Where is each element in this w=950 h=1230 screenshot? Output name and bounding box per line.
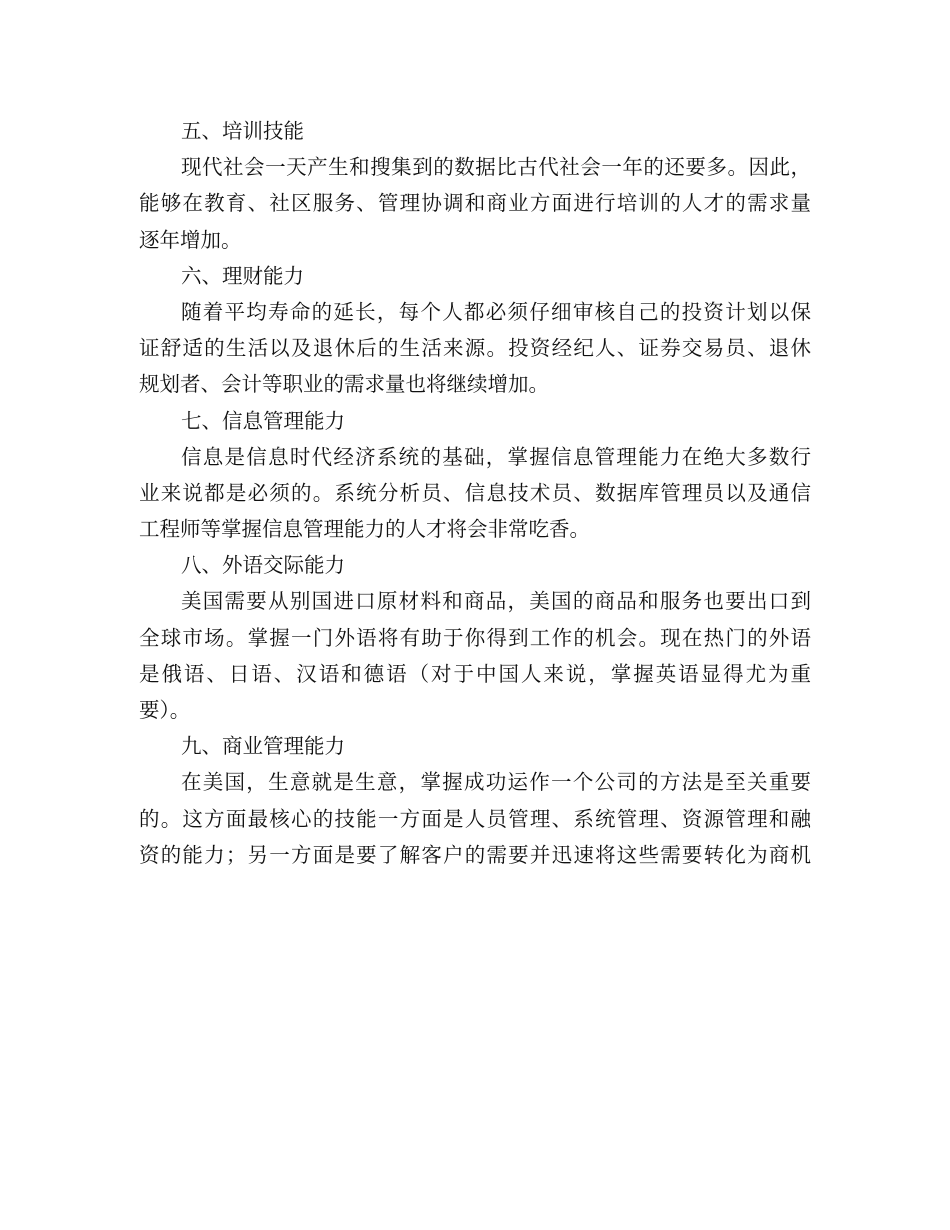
paragraph-line: 业来说都是必须的。系统分析员、信息技术员、数据库管理员以及通信 [139,480,811,505]
paragraph-line: 资的能力；另一方面是要了解客户的需要并迅速将这些需要转化为商机 [139,842,811,867]
paragraph-line: 逐年增加。 [139,227,242,252]
section-heading: 六、理财能力 [181,263,304,288]
section-heading: 九、商业管理能力 [181,734,345,759]
section-heading: 八、外语交际能力 [181,553,345,578]
document-body [139,113,811,873]
paragraph-line: 在美国，生意就是生意，掌握成功运作一个公司的方法是至关重要 [181,770,811,795]
paragraph-line: 证舒适的生活以及退休后的生活来源。投资经纪人、证券交易员、退休 [139,336,811,361]
paragraph-line: 美国需要从别国进口原材料和商品，美国的商品和服务也要出口到 [181,589,811,614]
section-heading: 五、培训技能 [181,119,304,143]
paragraph-line: 能够在教育、社区服务、管理协调和商业方面进行培训的人才的需求量 [139,191,811,216]
paragraph-line: 是俄语、日语、汉语和德语（对于中国人来说，掌握英语显得尤为重 [139,661,811,686]
paragraph-line: 信息是信息时代经济系统的基础，掌握信息管理能力在绝大多数行 [181,444,811,469]
paragraph-line: 全球市场。掌握一门外语将有助于你得到工作的机会。现在热门的外语 [139,625,811,650]
paragraph-line: 规划者、会计等职业的需求量也将继续增加。 [139,372,549,397]
paragraph-line: 随着平均寿命的延长，每个人都必须仔细审核自己的投资计划以保 [181,299,811,324]
paragraph-line: 工程师等掌握信息管理能力的人才将会非常吃香。 [139,517,590,542]
section-heading: 七、信息管理能力 [181,408,345,433]
paragraph-line: 的。这方面最核心的技能一方面是人员管理、系统管理、资源管理和融 [139,806,811,831]
paragraph-line: 现代社会一天产生和搜集到的数据比古代社会一年的还要多。因此， [181,155,811,180]
paragraph-line: 要）。 [139,698,191,722]
